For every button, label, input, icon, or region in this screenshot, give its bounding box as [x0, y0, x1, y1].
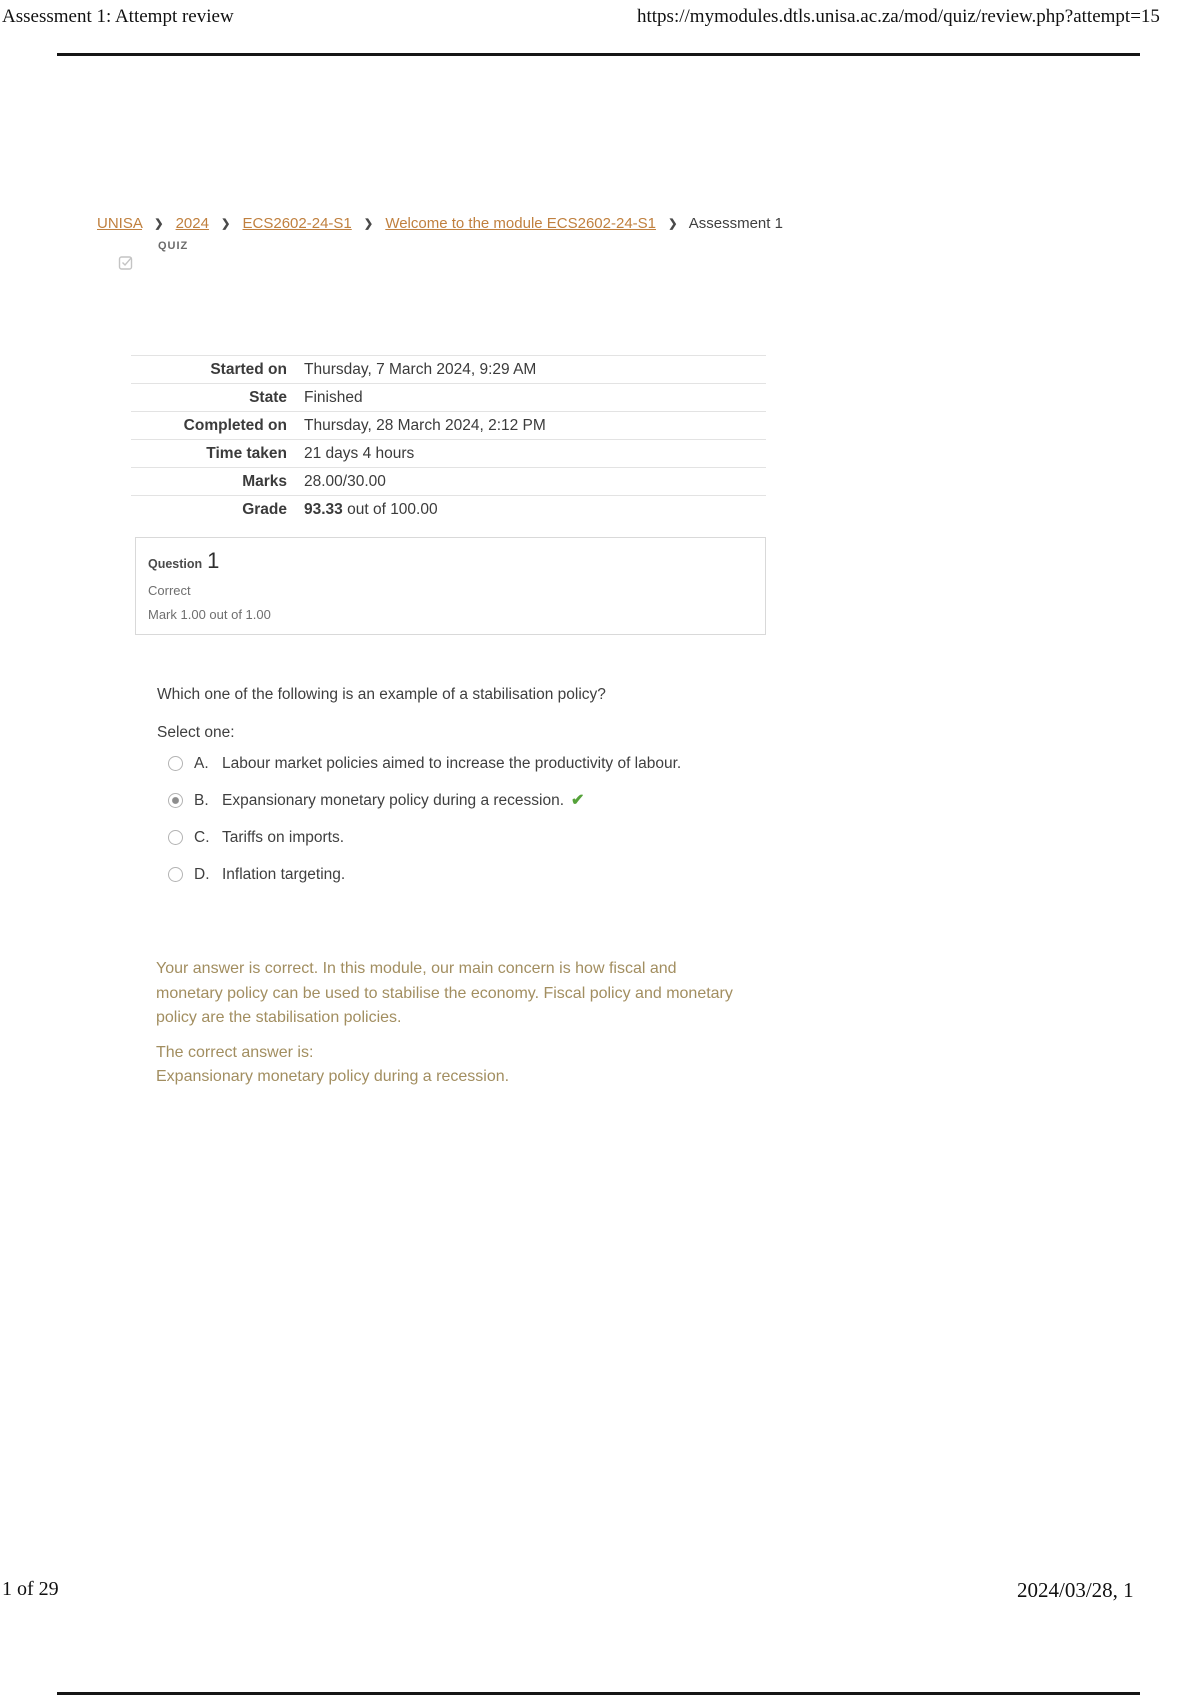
summary-row-time-taken [131, 439, 766, 467]
summary-label: Completed on [183, 417, 287, 434]
question-feedback [156, 957, 746, 1088]
summary-value [304, 500, 438, 519]
summary-value: 21 days 4 hours [304, 445, 415, 462]
option-radio-b[interactable] [168, 793, 183, 808]
summary-label: Grade [242, 501, 287, 518]
question-info-box [135, 537, 766, 635]
question-mark: Mark 1.00 out of 1.00 [148, 607, 271, 622]
breadcrumb-current-assessment: Assessment 1 [688, 215, 783, 232]
question-text: Which one of the following is an example of a stabilisation policy? [157, 686, 606, 703]
print-header-title: Assessment 1: Attempt review [2, 6, 234, 27]
print-header-url: https://mymodules.dtls.unisa.ac.za/mod/quiz/review.php?attempt=15 [637, 6, 1160, 27]
summary-value: Finished [304, 389, 363, 406]
summary-row-state [131, 383, 766, 411]
chevron-right-icon: ❯ [363, 218, 374, 230]
question-number-value: 1 [207, 548, 220, 573]
breadcrumb-link-unisa[interactable]: UNISA [97, 215, 143, 232]
summary-label: Time taken [206, 445, 287, 462]
question-status: Correct [148, 583, 191, 598]
answer-options [168, 753, 681, 901]
footer-divider [57, 1692, 1140, 1695]
summary-label: State [249, 389, 287, 406]
option-letter-c: C. [194, 829, 210, 846]
feedback-general: Your answer is correct. In this module, our main concern is how fiscal and monetary policy can be used to stabilise the economy. Fiscal policy and monetary policy are the stabilisation policies. [156, 960, 733, 1026]
correct-check-icon: ✔ [571, 792, 585, 809]
chevron-right-icon: ❯ [154, 218, 164, 230]
option-letter-b: B. [194, 792, 209, 809]
option-letter-a: A. [194, 755, 209, 772]
summary-row-grade [131, 495, 766, 523]
summary-label: Marks [242, 473, 287, 490]
quiz-checkbox-icon [118, 253, 134, 271]
chevron-right-icon: ❯ [668, 218, 678, 230]
option-text-b: Expansionary monetary policy during a recession. [222, 792, 565, 809]
print-footer-page-number: 1 of 29 [2, 1578, 59, 1600]
summary-row-completed-on [131, 411, 766, 439]
feedback-correct-answer: Expansionary monetary policy during a recession. [156, 1067, 510, 1085]
option-row-d[interactable] [168, 864, 681, 885]
option-text-c: Tariffs on imports. [222, 829, 345, 846]
grade-value-rest: out of 100.00 [342, 501, 438, 518]
select-one-prompt: Select one: [157, 724, 235, 741]
option-radio-a[interactable] [168, 756, 183, 771]
summary-row-started-on [131, 355, 766, 383]
breadcrumb-link-2024[interactable]: 2024 [175, 215, 209, 232]
question-number-label: Question [148, 557, 203, 571]
option-row-c[interactable] [168, 827, 681, 848]
option-letter-d: D. [194, 866, 210, 883]
question-number [148, 548, 753, 574]
grade-value-strong: 93.33 [304, 501, 343, 518]
summary-row-marks [131, 467, 766, 495]
breadcrumb-link-module-welcome[interactable]: Welcome to the module ECS2602-24-S1 [385, 215, 657, 232]
feedback-correct-intro: The correct answer is: [156, 1043, 314, 1061]
attempt-summary-table [131, 355, 766, 523]
summary-value: Thursday, 28 March 2024, 2:12 PM [304, 417, 546, 434]
option-radio-c[interactable] [168, 830, 183, 845]
option-text-d: Inflation targeting. [222, 866, 346, 883]
option-row-b[interactable] [168, 790, 681, 811]
breadcrumb [97, 215, 783, 232]
summary-label: Started on [210, 361, 287, 378]
print-footer-timestamp: 2024/03/28, 1 [1017, 1578, 1134, 1602]
chevron-right-icon: ❯ [221, 218, 231, 230]
header-divider [57, 53, 1140, 56]
quiz-type-label: QUIZ [158, 240, 189, 252]
option-row-a[interactable] [168, 753, 681, 774]
option-radio-d[interactable] [168, 867, 183, 882]
option-text-a: Labour market policies aimed to increase the productivity of labour. [222, 755, 682, 772]
summary-value: 28.00/30.00 [304, 473, 386, 490]
breadcrumb-link-course[interactable]: ECS2602-24-S1 [242, 215, 352, 232]
summary-value: Thursday, 7 March 2024, 9:29 AM [304, 361, 537, 378]
